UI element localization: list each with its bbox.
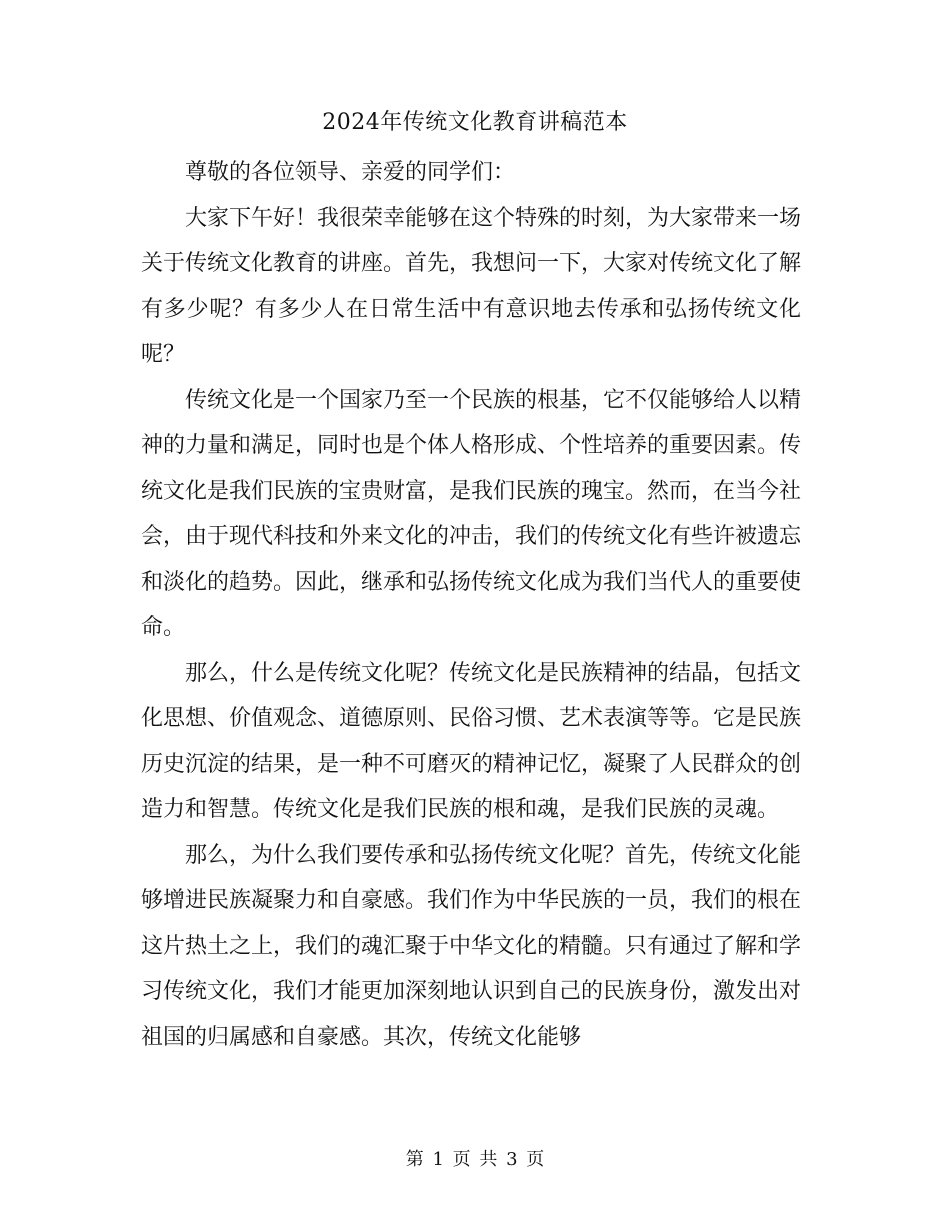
body-paragraph: 那么，什么是传统文化呢？传统文化是民族精神的结晶，包括文化思想、价值观念、道德原则、民俗习惯、艺术表演等等。它是民族历史沉淀的结果，是一种不可磨灭的精神记忆，凝聚了人民群众的创造力和智慧。传统文化是我们民族的根和魂，是我们民族的灵魂。 <box>141 660 802 822</box>
document-body <box>141 150 801 1060</box>
body-paragraph: 大家下午好！我很荣幸能够在这个特殊的时刻，为大家带来一场关于传统文化教育的讲座。首先，我想问一下，大家对传统文化了解有多少呢？有多少人在日常生活中有意识地去传承和弘扬传统文化呢？ <box>141 205 802 367</box>
page-number-footer: 第 1 页 共 3 页 <box>405 1149 545 1170</box>
document-title: 2024年传统文化教育讲稿范本 <box>322 110 628 135</box>
body-paragraph: 传统文化是一个国家乃至一个民族的根基，它不仅能够给人以精神的力量和满足，同时也是个体人格形成、个性培养的重要因素。传统文化是我们民族的宝贵财富，是我们民族的瑰宝。然而，在当今社会，由于现代科技和外来文化的冲击，我们的传统文化有些许被遗忘和淡化的趋势。因此，继承和弘扬传统文化成为我们当代人的重要使命。 <box>141 387 802 640</box>
salutation-paragraph: 尊敬的各位领导、亲爱的同学们： <box>185 160 516 185</box>
body-paragraph: 那么，为什么我们要传承和弘扬传统文化呢？首先，传统文化能够增进民族凝聚力和自豪感。我们作为中华民族的一员，我们的根在这片热土之上，我们的魂汇聚于中华文化的精髓。只有通过了解和学习传统文化，我们才能更加深刻地认识到自己的民族身份，激发出对祖国的归属感和自豪感。其次，传统文化能够 <box>141 842 802 1050</box>
